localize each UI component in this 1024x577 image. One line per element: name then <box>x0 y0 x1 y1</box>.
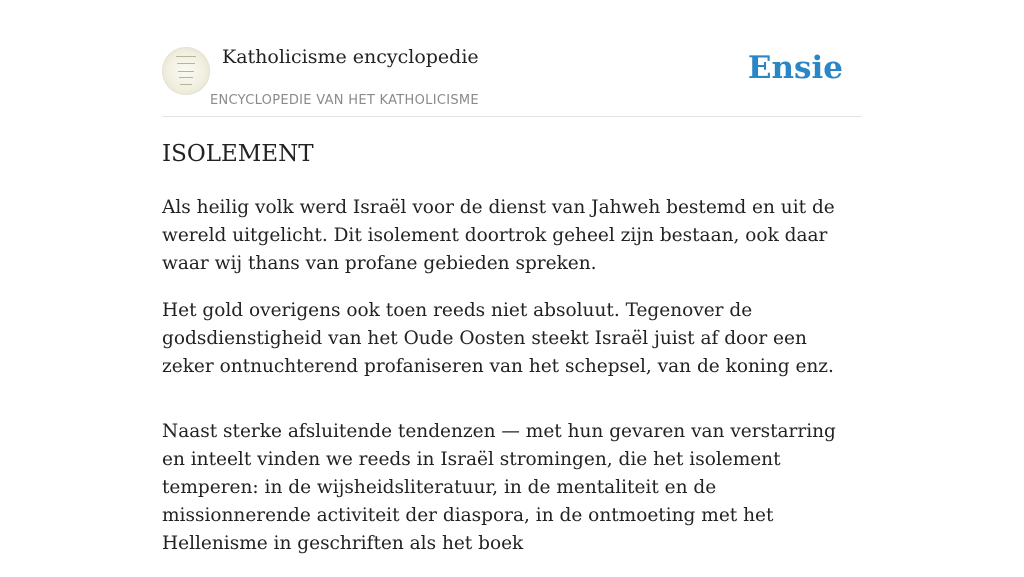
article-title: ISOLEMENT <box>162 141 314 167</box>
article-paragraph: Het gold overigens ook toen reeds niet absoluut. Tegenover de godsdienstigheid van het Oude Oosten steekt Israël juist af door een zeker ontnuchterend profaniseren van het schepsel, van de koning enz. <box>162 300 834 377</box>
book-cover-avatar[interactable] <box>162 47 210 95</box>
article <box>162 138 862 577</box>
cover-text-line <box>179 77 193 78</box>
book-subtitle: ENCYCLOPEDIE VAN HET KATHOLICISME <box>210 93 479 108</box>
ensie-logo-link[interactable]: Ensie <box>747 50 843 86</box>
site-header <box>162 44 862 117</box>
article-paragraph: Als heilig volk werd Israël voor de dienst van Jahweh bestemd en uit de wereld uitgelicht. Dit isolement doortrok geheel zijn bestaan, ook daar waar wij thans van profane gebieden spreken. <box>162 197 835 274</box>
cover-text-line <box>180 84 192 85</box>
cover-text-line <box>176 56 196 57</box>
cover-text-line <box>177 63 195 64</box>
book-title-link[interactable]: Katholicisme encyclopedie <box>222 46 479 68</box>
cover-text-line <box>178 71 194 72</box>
article-paragraph: Naast sterke afsluitende tendenzen — met hun gevaren van verstarring en inteelt vinden we reeds in Israël stromingen, die het isolement temperen: in de wijsheidsliteratuur, in de mentaliteit en de missionnerende activiteit der diaspora, in de ontmoeting met het Hellenisme in geschriften als het boek <box>162 421 836 554</box>
